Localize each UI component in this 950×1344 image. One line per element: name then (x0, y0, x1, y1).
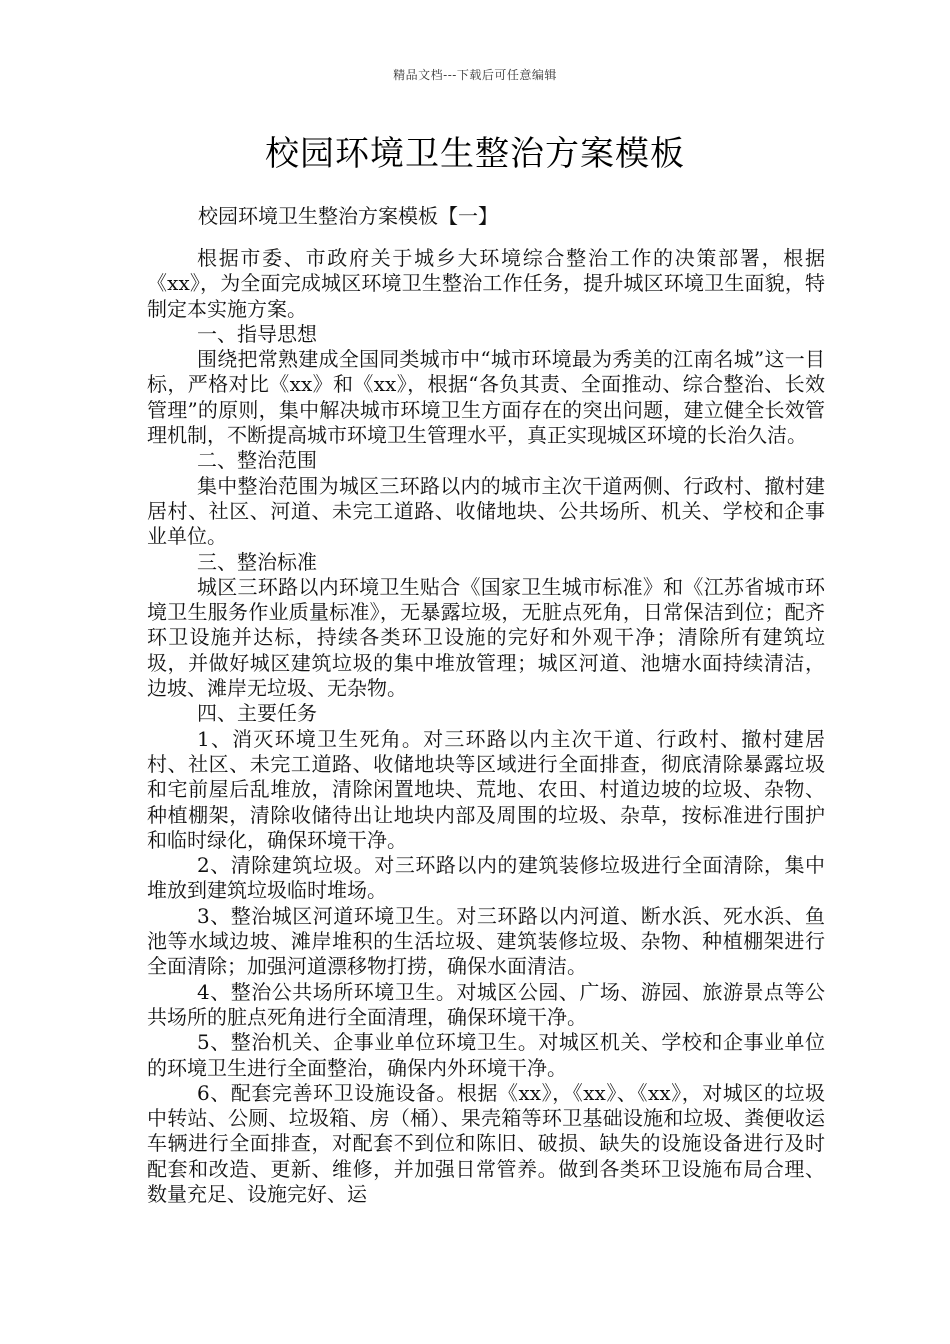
document-body (147, 246, 825, 1207)
section-subtitle: 校园环境卫生整治方案模板【一】 (198, 204, 498, 228)
section-heading-main-tasks: 四、主要任务 (197, 701, 317, 726)
intro-paragraph: 根据市委、市政府关于城乡大环境综合整治工作的决策部署，根据《xx》，为全面完成城区环境卫生整治工作任务，提升城区环境卫生面貌，特制定本实施方案。 (147, 246, 825, 321)
paragraph-scope: 集中整治范围为城区三环路以内的城市主次干道两侧、行政村、撤村建居村、社区、河道、未完工道路、收储地块、公共场所、机关、学校和企事业单位。 (147, 473, 825, 549)
task-item-5: 5、整治机关、企事业单位环境卫生。对城区机关、学校和企事业单位的环境卫生进行全面整治，确保内外环境干净。 (147, 1030, 825, 1080)
header-note: 精品文档---下载后可任意编辑 (393, 68, 557, 82)
section-heading-standards: 三、整治标准 (197, 549, 317, 574)
task-item-3: 3、整治城区河道环境卫生。对三环路以内河道、断水浜、死水浜、鱼池等水域边坡、滩岸堆积的生活垃圾、建筑装修垃圾、杂物、种植棚架进行全面清除；加强河道漂移物打捞，确保水面清洁。 (147, 903, 825, 979)
task-item-4: 4、整治公共场所环境卫生。对城区公园、广场、游园、旅游景点等公共场所的脏点死角进行全面清理，确保环境干净。 (147, 979, 825, 1029)
task-item-6: 6、配套完善环卫设施设备。根据《xx》，《xx》、《xx》，对城区的垃圾中转站、公厕、垃圾箱、房（桶）、果壳箱等环卫基础设施和垃圾、粪便收运车辆进行全面排查，对配套不到位和陈旧、破损、缺失的设施设备进行及时配套和改造、更新、维修，并加强日常管养。做到各类环卫设施布局合理、数量充足、设施完好、运 (147, 1080, 825, 1206)
paragraph-guiding-ideology: 围绕把常熟建成全国同类城市中“城市环境最为秀美的江南名城”这一目标，严格对比《xx》和《xx》，根据“各负其责、全面推动、综合整治、长效管理”的原则，集中解决城市环境卫生方面存在的突出问题，建立健全长效管理机制，不断提高城市环境卫生管理水平，真正实现城区环境的长治久洁。 (147, 347, 825, 448)
document-title: 校园环境卫生整治方案模板 (265, 134, 685, 174)
section-heading-guiding-ideology: 一、指导思想 (197, 321, 317, 346)
paragraph-standards: 城区三环路以内环境卫生贴合《国家卫生城市标准》和《江苏省城市环境卫生服务作业质量标准》，无暴露垃圾，无脏点死角，日常保洁到位；配齐环卫设施并达标，持续各类环卫设施的完好和外观干净；清除所有建筑垃圾，并做好城区建筑垃圾的集中堆放管理；城区河道、池塘水面持续清洁，边坡、滩岸无垃圾、无杂物。 (147, 574, 825, 701)
section-heading-scope: 二、整治范围 (197, 448, 317, 473)
task-item-2: 2、清除建筑垃圾。对三环路以内的建筑装修垃圾进行全面清除，集中堆放到建筑垃圾临时堆场。 (147, 853, 825, 903)
task-item-1: 1、消灭环境卫生死角。对三环路以内主次干道、行政村、撤村建居村、社区、未完工道路、收储地块等区域进行全面排查，彻底清除暴露垃圾和宅前屋后乱堆放，清除闲置地块、荒地、农田、村道边坡的垃圾、杂物、种植棚架，清除收储待出让地块内部及周围的垃圾、杂草，按标准进行围护和临时绿化，确保环境干净。 (147, 726, 825, 852)
